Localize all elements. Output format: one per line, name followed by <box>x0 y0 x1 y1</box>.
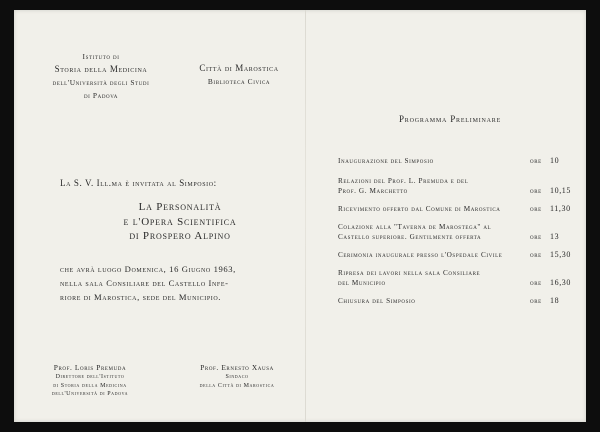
programme-ore: ore <box>530 157 542 165</box>
programme-time: 10,15 <box>550 186 571 195</box>
mayor-role2: della Città di Marostica <box>199 382 275 389</box>
title-line1: La Personalità <box>138 201 222 213</box>
title-line2: e l'Opera Scientifica <box>123 215 237 228</box>
programme-event: Ricevimento offerto dal Comune di Marostica <box>338 205 501 213</box>
programme-item <box>338 296 586 306</box>
programme-ore: ore <box>530 205 542 213</box>
programme-item <box>338 204 586 214</box>
programme-event-cont: Prof. G. Marchetto <box>338 187 408 195</box>
programme-time: 10 <box>550 156 560 165</box>
header-institute-line1: Istituto di <box>82 52 120 61</box>
programme-item <box>338 222 586 242</box>
director-role2: di Storia della Medicina <box>53 382 127 389</box>
invitation-sheet <box>14 10 586 422</box>
programme-time: 16,30 <box>550 278 571 287</box>
mayor-role1: Sindaco <box>225 374 249 380</box>
director-name: Prof. Loris Premuda <box>53 363 127 372</box>
programme-item <box>338 176 586 196</box>
header-city <box>184 62 294 88</box>
details-line1: che avrà luogo Domenica, 16 Giugno 1963, <box>60 264 236 274</box>
details-line2: nella sala Consiliare del Castello Infe- <box>60 278 229 288</box>
signature-mayor <box>182 362 292 390</box>
title-line3: di Prospero Alpino <box>129 230 231 242</box>
programme-event-cont: del Municipio <box>338 279 386 287</box>
programme-item <box>338 268 586 288</box>
header-institute-line4: di Padova <box>83 91 119 100</box>
signature-director <box>40 362 140 399</box>
programme-item <box>338 250 586 260</box>
programme-ore: ore <box>530 187 542 195</box>
programme-event: Chiusura del Simposio <box>338 297 416 305</box>
programme-event: Ripresa dei lavori nella sala Consiliare <box>338 269 481 277</box>
programme-event: Inaugurazione del Simposio <box>338 157 434 165</box>
center-fold <box>305 10 306 422</box>
programme-event: Colazione alla "Taverna de Marostega" al <box>338 223 492 231</box>
programme-event-cont: Castello superiore. Gentilmente offerta <box>338 233 482 241</box>
programme-ore: ore <box>530 233 542 241</box>
header-institute-line3: dell'Università degli Studi <box>52 78 150 87</box>
event-details <box>60 262 300 304</box>
programme-item <box>338 156 586 166</box>
programme-title: Programma Preliminare <box>398 114 502 124</box>
programme-ore: ore <box>530 251 542 259</box>
programme-time: 18 <box>550 296 560 305</box>
header-city-line1: Città di Marostica <box>199 63 279 73</box>
header-institute-line2: Storia della Medicina <box>54 64 148 74</box>
programme-ore: ore <box>530 279 542 287</box>
programme-time: 13 <box>550 232 560 241</box>
programme-time: 11,30 <box>550 204 571 213</box>
director-role1: Direttore dell'Istituto <box>55 374 125 380</box>
programme-event: Relazioni del Prof. L. Premuda e del <box>338 177 469 185</box>
symposium-title <box>110 200 250 244</box>
details-line3: riore di Marostica, sede del Municipio. <box>60 292 222 302</box>
programme-time: 15,30 <box>550 250 571 259</box>
director-role3: dell'Università di Padova <box>51 391 129 397</box>
programme-ore: ore <box>530 297 542 305</box>
header-institute <box>36 50 166 102</box>
invitation-text: La S. V. Ill.ma è invitata al Simposio: <box>60 178 217 188</box>
programme-event: Cerimonia inaugurale presso l'Ospedale Civile <box>338 251 503 259</box>
header-city-line2: Biblioteca Civica <box>207 77 271 86</box>
mayor-name: Prof. Ernesto Xausa <box>200 363 274 372</box>
